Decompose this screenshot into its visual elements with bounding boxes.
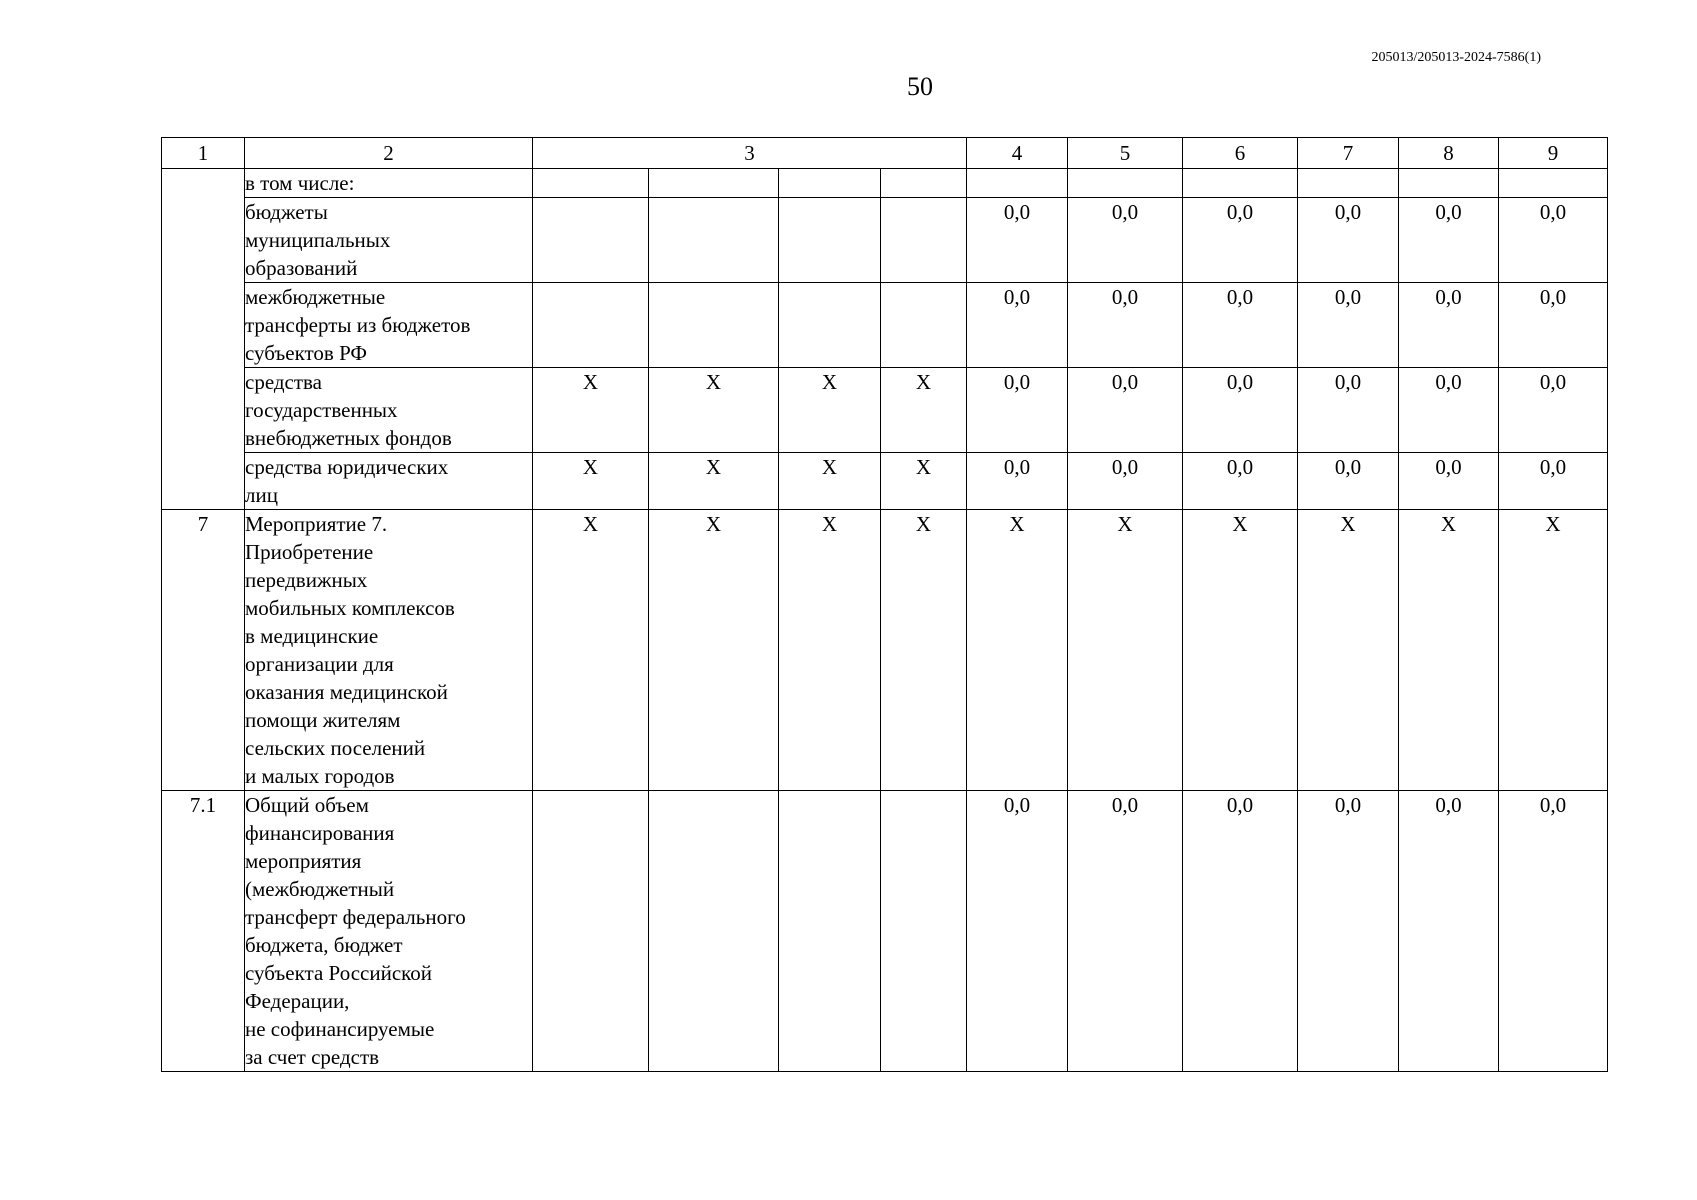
source-mark-cell	[881, 283, 967, 368]
column-header: 8	[1399, 138, 1499, 169]
value-cell: 0,0	[1499, 198, 1608, 283]
column-header: 6	[1183, 138, 1298, 169]
row-label-cell: в том числе:	[245, 169, 533, 198]
value-cell: 0,0	[1298, 453, 1399, 510]
table-row	[162, 368, 1608, 453]
table-row	[162, 169, 1608, 198]
source-mark-cell	[881, 791, 967, 1072]
source-mark-cell: X	[779, 368, 881, 453]
value-cell: X	[1298, 510, 1399, 791]
column-header: 2	[245, 138, 533, 169]
source-mark-cell	[779, 169, 881, 198]
value-cell	[1183, 169, 1298, 198]
value-cell	[1399, 169, 1499, 198]
value-cell: 0,0	[1183, 368, 1298, 453]
column-header: 4	[967, 138, 1068, 169]
source-mark-cell	[533, 791, 649, 1072]
value-cell: 0,0	[1068, 283, 1183, 368]
value-cell: 0,0	[967, 283, 1068, 368]
value-cell: 0,0	[967, 368, 1068, 453]
source-mark-cell	[779, 791, 881, 1072]
table-row	[162, 283, 1608, 368]
value-cell: 0,0	[1068, 791, 1183, 1072]
value-cell	[1068, 169, 1183, 198]
value-cell: 0,0	[1499, 283, 1608, 368]
page-number: 50	[907, 72, 933, 101]
value-cell: 0,0	[1399, 198, 1499, 283]
value-cell: 0,0	[1399, 283, 1499, 368]
value-cell: 0,0	[1068, 453, 1183, 510]
table-row	[162, 453, 1608, 510]
column-header: 3	[533, 138, 967, 169]
column-header: 9	[1499, 138, 1608, 169]
value-cell: 0,0	[1499, 368, 1608, 453]
value-cell: 0,0	[1399, 791, 1499, 1072]
value-cell: 0,0	[1399, 368, 1499, 453]
value-cell: 0,0	[1298, 791, 1399, 1072]
value-cell: 0,0	[1499, 453, 1608, 510]
source-mark-cell	[779, 198, 881, 283]
row-label-cell: Общий объем финансирования мероприятия (межбюджетный трансферт федерального бюджета, бюджет субъекта Российской Федерации, не софинансируемые за счет средств	[245, 791, 533, 1072]
source-mark-cell: X	[649, 510, 779, 791]
table-row	[162, 791, 1608, 1072]
value-cell	[967, 169, 1068, 198]
source-mark-cell: X	[881, 453, 967, 510]
value-cell: 0,0	[967, 791, 1068, 1072]
value-cell: 0,0	[967, 453, 1068, 510]
value-cell: 0,0	[1499, 791, 1608, 1072]
row-number-cell: 7.1	[162, 791, 245, 1072]
row-label-cell: средства юридических лиц	[245, 453, 533, 510]
source-mark-cell	[649, 283, 779, 368]
source-mark-cell	[649, 198, 779, 283]
source-mark-cell	[533, 198, 649, 283]
source-mark-cell: X	[649, 368, 779, 453]
value-cell: 0,0	[1068, 368, 1183, 453]
value-cell: X	[1183, 510, 1298, 791]
table-row	[162, 510, 1608, 791]
row-label-cell: межбюджетные трансферты из бюджетов субъектов РФ	[245, 283, 533, 368]
value-cell: 0,0	[1298, 283, 1399, 368]
value-cell: 0,0	[1183, 791, 1298, 1072]
row-label-cell: бюджеты муниципальных образований	[245, 198, 533, 283]
table-row	[162, 198, 1608, 283]
value-cell	[1298, 169, 1399, 198]
source-mark-cell	[533, 283, 649, 368]
source-mark-cell: X	[649, 453, 779, 510]
source-mark-cell: X	[881, 510, 967, 791]
source-mark-cell: X	[779, 453, 881, 510]
source-mark-cell	[779, 283, 881, 368]
column-header: 5	[1068, 138, 1183, 169]
source-mark-cell	[881, 198, 967, 283]
value-cell: 0,0	[1399, 453, 1499, 510]
table-header-row	[162, 138, 1608, 169]
source-mark-cell	[881, 169, 967, 198]
source-mark-cell	[649, 791, 779, 1072]
value-cell: 0,0	[1183, 453, 1298, 510]
source-mark-cell: X	[533, 453, 649, 510]
source-mark-cell	[649, 169, 779, 198]
column-header: 7	[1298, 138, 1399, 169]
value-cell: 0,0	[1183, 283, 1298, 368]
value-cell: 0,0	[1298, 368, 1399, 453]
value-cell: 0,0	[1298, 198, 1399, 283]
row-label-cell: средства государственных внебюджетных фондов	[245, 368, 533, 453]
value-cell: X	[1068, 510, 1183, 791]
value-cell: 0,0	[967, 198, 1068, 283]
source-mark-cell: X	[533, 368, 649, 453]
column-header: 1	[162, 138, 245, 169]
value-cell: 0,0	[1068, 198, 1183, 283]
source-mark-cell: X	[779, 510, 881, 791]
value-cell: X	[967, 510, 1068, 791]
source-mark-cell: X	[533, 510, 649, 791]
row-label-cell: Мероприятие 7. Приобретение передвижных мобильных комплексов в медицинские организации для оказания медицинской помощи жителям сельских поселений и малых городов	[245, 510, 533, 791]
budget-table	[161, 137, 1608, 1072]
value-cell	[1499, 169, 1608, 198]
row-number-cell: 7	[162, 510, 245, 791]
document-code: 205013/205013-2024-7586(1)	[1371, 50, 1541, 65]
value-cell: X	[1499, 510, 1608, 791]
source-mark-cell	[533, 169, 649, 198]
source-mark-cell: X	[881, 368, 967, 453]
row-number-cell	[162, 169, 245, 510]
value-cell: X	[1399, 510, 1499, 791]
value-cell: 0,0	[1183, 198, 1298, 283]
